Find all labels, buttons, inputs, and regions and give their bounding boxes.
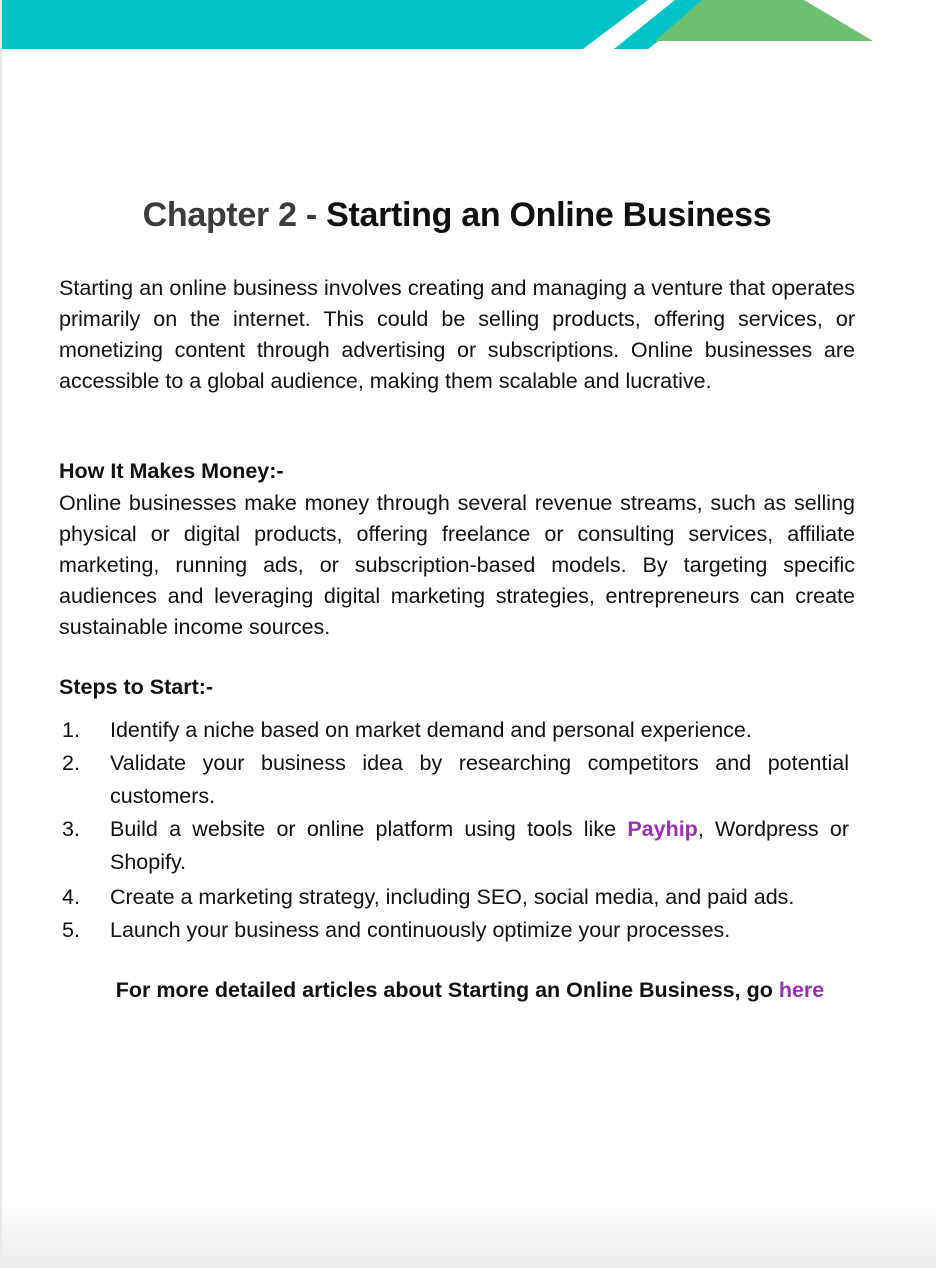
step-text: Validate your business idea by researching competitors and potential customers. bbox=[110, 751, 849, 808]
step-number: 2. bbox=[62, 751, 80, 775]
page-left-edge bbox=[0, 0, 2, 1268]
more-articles-text: For more detailed articles about Starting an Online Business, go bbox=[115, 978, 779, 1002]
step-text: Launch your business and continuously optimize your processes. bbox=[110, 918, 731, 942]
intro-paragraph: Starting an online business involves creating and managing a venture that operates primarily on the internet. This could be selling products, offering services, or monetizing content through advertising or subscriptions. Online businesses are accessible to a global audience, making them scalable and lucrative. bbox=[59, 276, 855, 393]
step-text-after: , Wordpress or Shopify. bbox=[110, 817, 849, 874]
step-text: Create a marketing strategy, including SEO, social media, and paid ads. bbox=[110, 885, 795, 909]
list-item bbox=[59, 914, 849, 947]
money-heading: How It Makes Money:- bbox=[59, 459, 284, 483]
more-articles-line bbox=[0, 975, 936, 1006]
payhip-link[interactable]: Payhip bbox=[627, 817, 698, 841]
step-number: 5. bbox=[62, 918, 80, 942]
step-number: 1. bbox=[62, 718, 80, 742]
page-bottom-shadow bbox=[0, 1198, 936, 1268]
list-item bbox=[59, 747, 849, 813]
step-number: 4. bbox=[62, 885, 80, 909]
list-item bbox=[59, 714, 849, 747]
title-name: Starting an Online Business bbox=[326, 196, 772, 234]
here-link[interactable]: here bbox=[778, 978, 825, 1002]
step-text-before: Build a website or online platform using tools like bbox=[110, 817, 628, 841]
step-text: Identify a niche based on market demand and personal experience. bbox=[110, 718, 752, 742]
title-separator: - bbox=[296, 196, 327, 234]
steps-list bbox=[59, 714, 849, 947]
banner-teal-strip bbox=[0, 0, 648, 49]
money-paragraph: Online businesses make money through several revenue streams, such as selling physical or digital products, offering freelance or consulting services, affiliate marketing, running ads, or subscription-based models. By targeting specific audiences and leveraging digital marketing strategies, entrepreneurs can create sustainable income sources. bbox=[59, 491, 855, 639]
steps-heading: Steps to Start:- bbox=[59, 675, 214, 699]
title-chapter: Chapter 2 bbox=[142, 196, 297, 234]
header-banner bbox=[0, 0, 936, 50]
step-number: 3. bbox=[62, 817, 80, 841]
list-item bbox=[59, 881, 849, 914]
page-title bbox=[0, 196, 914, 235]
list-item bbox=[59, 813, 849, 879]
